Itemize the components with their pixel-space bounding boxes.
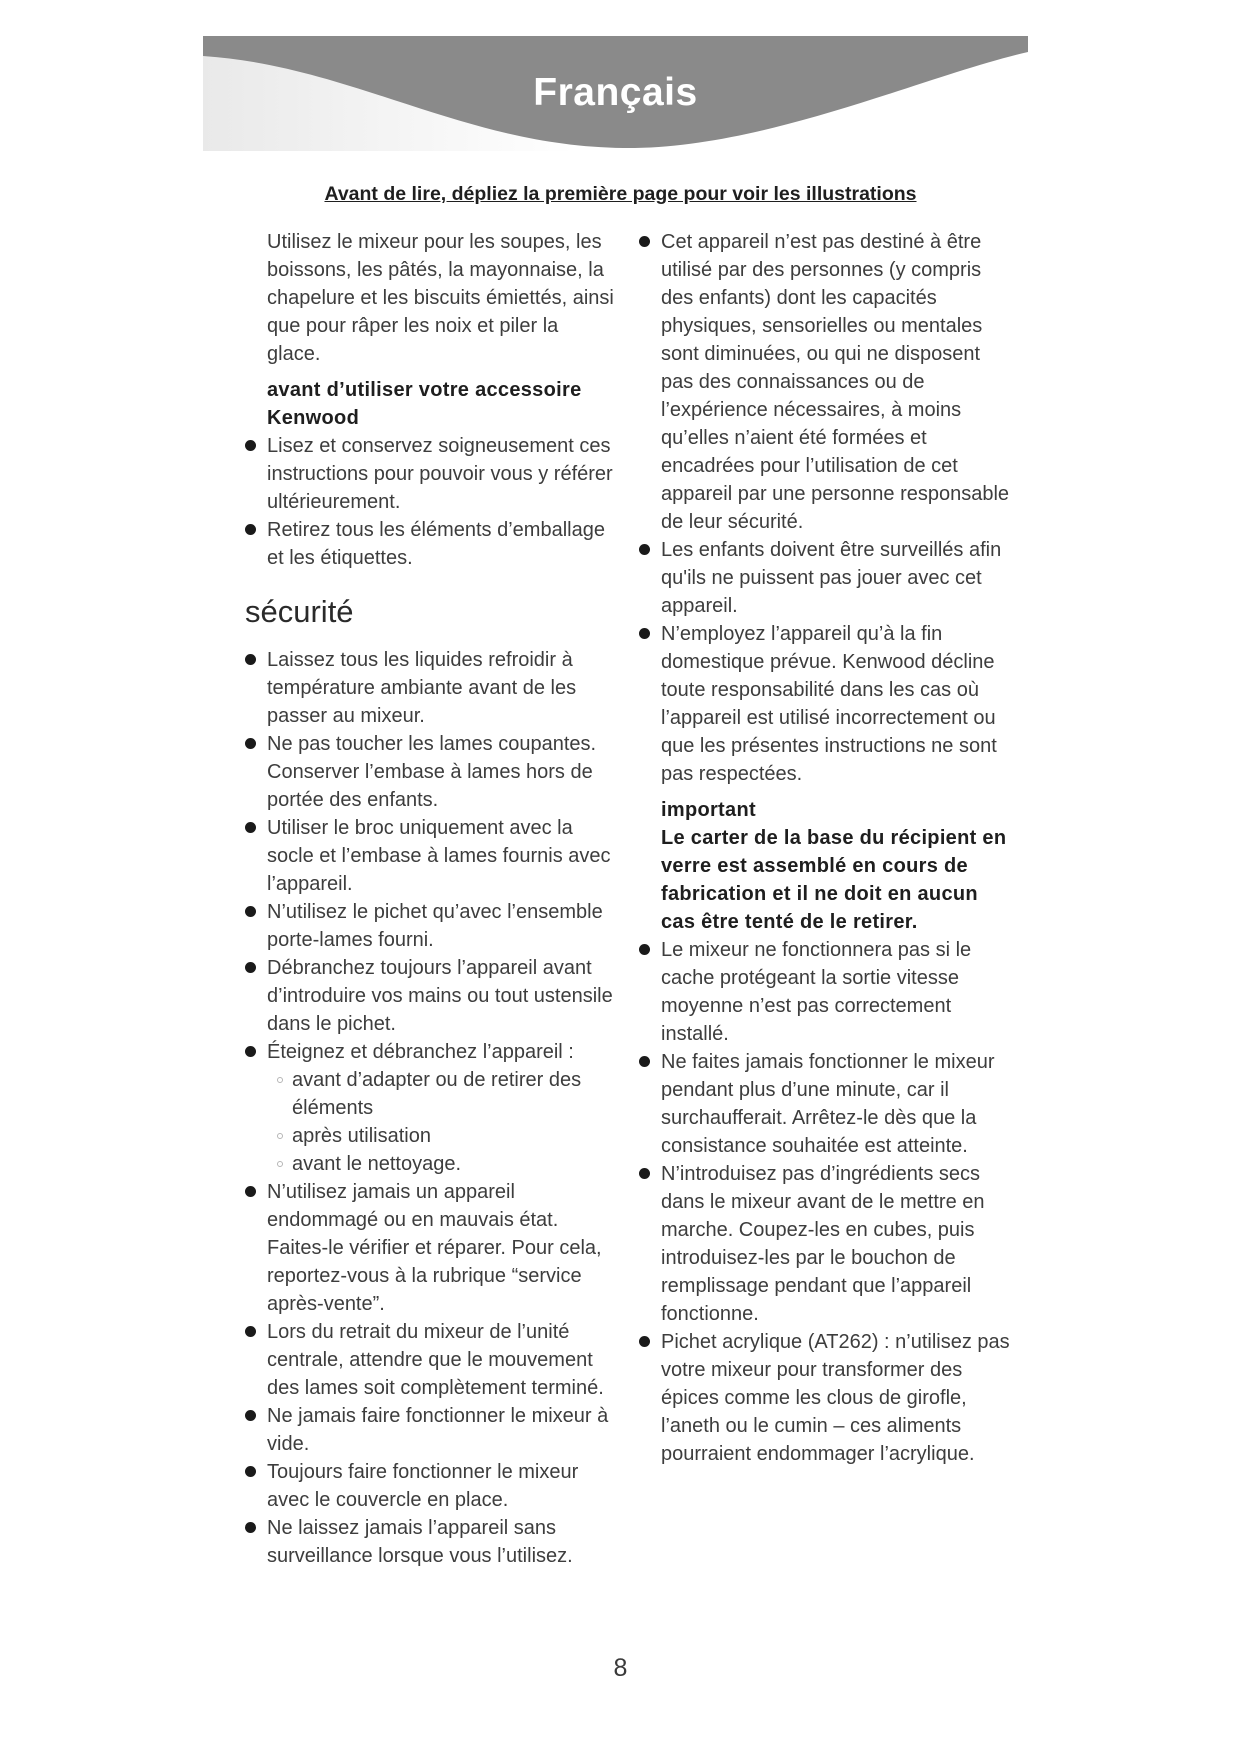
bullet-icon bbox=[245, 1410, 256, 1421]
bullet-icon bbox=[245, 1326, 256, 1337]
list-item: Laissez tous les liquides refroidir à température ambiante avant de les passer au mixeur. bbox=[267, 646, 617, 730]
list-item: Utiliser le broc uniquement avec la socle et l’embase à lames fournis avec l’appareil. bbox=[267, 814, 617, 898]
safety-list bbox=[267, 646, 617, 1570]
sub-list-item: avant le nettoyage. bbox=[292, 1150, 617, 1178]
list-item: N’employez l’appareil qu’à la fin domestique prévue. Kenwood décline toute responsabilité dans les cas où l’appareil est utilisé incorrectement ou que les présentes instructions ne sont pas respectées. bbox=[661, 620, 1011, 788]
list-item: Éteignez et débranchez l’appareil : avant d’adapter ou de retirer des éléments après utilisation avant le nettoyage. bbox=[267, 1038, 617, 1178]
bullet-icon bbox=[639, 1056, 650, 1067]
intro-paragraph: Utilisez le mixeur pour les soupes, les boissons, les pâtés, la mayonnaise, la chapelure et les biscuits émiettés, ainsi que pour râper les noix et piler la glace. bbox=[267, 231, 614, 365]
header-banner bbox=[203, 36, 1028, 151]
list-item: Ne pas toucher les lames coupantes. Conserver l’embase à lames hors de portée des enfants. bbox=[267, 730, 617, 814]
list-item: Retirez tous les éléments d’emballage et les étiquettes. bbox=[267, 516, 617, 572]
bullet-icon bbox=[245, 654, 256, 665]
safety-list-final bbox=[661, 936, 1011, 1468]
bullet-icon bbox=[245, 906, 256, 917]
hollow-bullet-icon bbox=[277, 1077, 283, 1083]
unfold-instruction: Avant de lire, dépliez la première page pour voir les illustrations bbox=[324, 183, 917, 205]
important-heading: important bbox=[661, 799, 756, 821]
safety-heading: sécurité bbox=[245, 594, 354, 629]
bullet-icon bbox=[639, 1336, 650, 1347]
bullet-icon bbox=[245, 1466, 256, 1477]
bullet-icon bbox=[245, 738, 256, 749]
safety-list-continued bbox=[661, 228, 1011, 788]
bullet-icon bbox=[245, 524, 256, 535]
sub-list-item: avant d’adapter ou de retirer des éléments bbox=[292, 1066, 617, 1122]
list-item: N’utilisez jamais un appareil endommagé ou en mauvais état. Faites-le vérifier et réparer. Pour cela, reportez-vous à la rubrique “service après-vente”. bbox=[267, 1178, 617, 1318]
before-use-list bbox=[267, 432, 617, 572]
bullet-icon bbox=[245, 1046, 256, 1057]
list-item: Les enfants doivent être surveillés afin qu'ils ne puissent pas jouer avec cet appareil. bbox=[661, 536, 1011, 620]
list-item: Cet appareil n’est pas destiné à être utilisé par des personnes (y compris des enfants) dont les capacités physiques, sensorielles ou mentales sont diminuées, ou qui ne disposent pas des connaissances ou de l’expérience nécessaires, à moins qu’elles n’aient été formées et encadrées pour l’utilisation de cet appareil par une personne responsable de leur sécurité. bbox=[661, 228, 1011, 536]
hollow-bullet-icon bbox=[277, 1161, 283, 1167]
list-item: Ne jamais faire fonctionner le mixeur à vide. bbox=[267, 1402, 617, 1458]
left-column bbox=[245, 228, 617, 1570]
hollow-bullet-icon bbox=[277, 1133, 283, 1139]
bullet-icon bbox=[245, 962, 256, 973]
list-item: Lors du retrait du mixeur de l’unité centrale, attendre que le mouvement des lames soit complètement terminé. bbox=[267, 1318, 617, 1402]
list-item: N’utilisez le pichet qu’avec l’ensemble porte-lames fourni. bbox=[267, 898, 617, 954]
bullet-icon bbox=[245, 440, 256, 451]
page-number: 8 bbox=[613, 1654, 628, 1682]
list-item: Toujours faire fonctionner le mixeur avec le couvercle en place. bbox=[267, 1458, 617, 1514]
bullet-icon bbox=[245, 1186, 256, 1197]
sub-list-item: après utilisation bbox=[292, 1122, 617, 1150]
before-use-heading: avant d’utiliser votre accessoire Kenwood bbox=[267, 379, 582, 429]
list-item: Pichet acrylique (AT262) : n’utilisez pas votre mixeur pour transformer des épices comme les clous de girofle, l’aneth ou le cumin – ces aliments pourraient endommager l’acrylique. bbox=[661, 1328, 1011, 1468]
list-item: Ne laissez jamais l’appareil sans surveillance lorsque vous l’utilisez. bbox=[267, 1514, 617, 1570]
list-item: Ne faites jamais fonctionner le mixeur pendant plus d’une minute, car il surchaufferait. Arrêtez-le dès que la consistance souhaitée est atteinte. bbox=[661, 1048, 1011, 1160]
bullet-icon bbox=[639, 236, 650, 247]
bullet-icon bbox=[639, 544, 650, 555]
list-item: Le mixeur ne fonctionnera pas si le cache protégeant la sortie vitesse moyenne n’est pas correctement installé. bbox=[661, 936, 1011, 1048]
bullet-icon bbox=[639, 1168, 650, 1179]
bullet-icon bbox=[639, 628, 650, 639]
list-item: N’introduisez pas d’ingrédients secs dans le mixeur avant de le mettre en marche. Coupez-les en cubes, puis introduisez-les par le bouchon de remplissage pendant que l’appareil fonctionne. bbox=[661, 1160, 1011, 1328]
list-item: Lisez et conservez soigneusement ces instructions pour pouvoir vous y référer ultérieurement. bbox=[267, 432, 617, 516]
important-notice: Le carter de la base du récipient en verre est assemblé en cours de fabrication et il ne doit en aucun cas être tenté de le retirer. bbox=[661, 827, 1007, 933]
page-language-title: Français bbox=[533, 71, 698, 114]
bullet-icon bbox=[245, 1522, 256, 1533]
bullet-icon bbox=[245, 822, 256, 833]
switch-off-sublist bbox=[267, 1066, 617, 1178]
list-item: Débranchez toujours l’appareil avant d’introduire vos mains ou tout ustensile dans le pichet. bbox=[267, 954, 617, 1038]
bullet-icon bbox=[639, 944, 650, 955]
right-column bbox=[661, 228, 1011, 1468]
